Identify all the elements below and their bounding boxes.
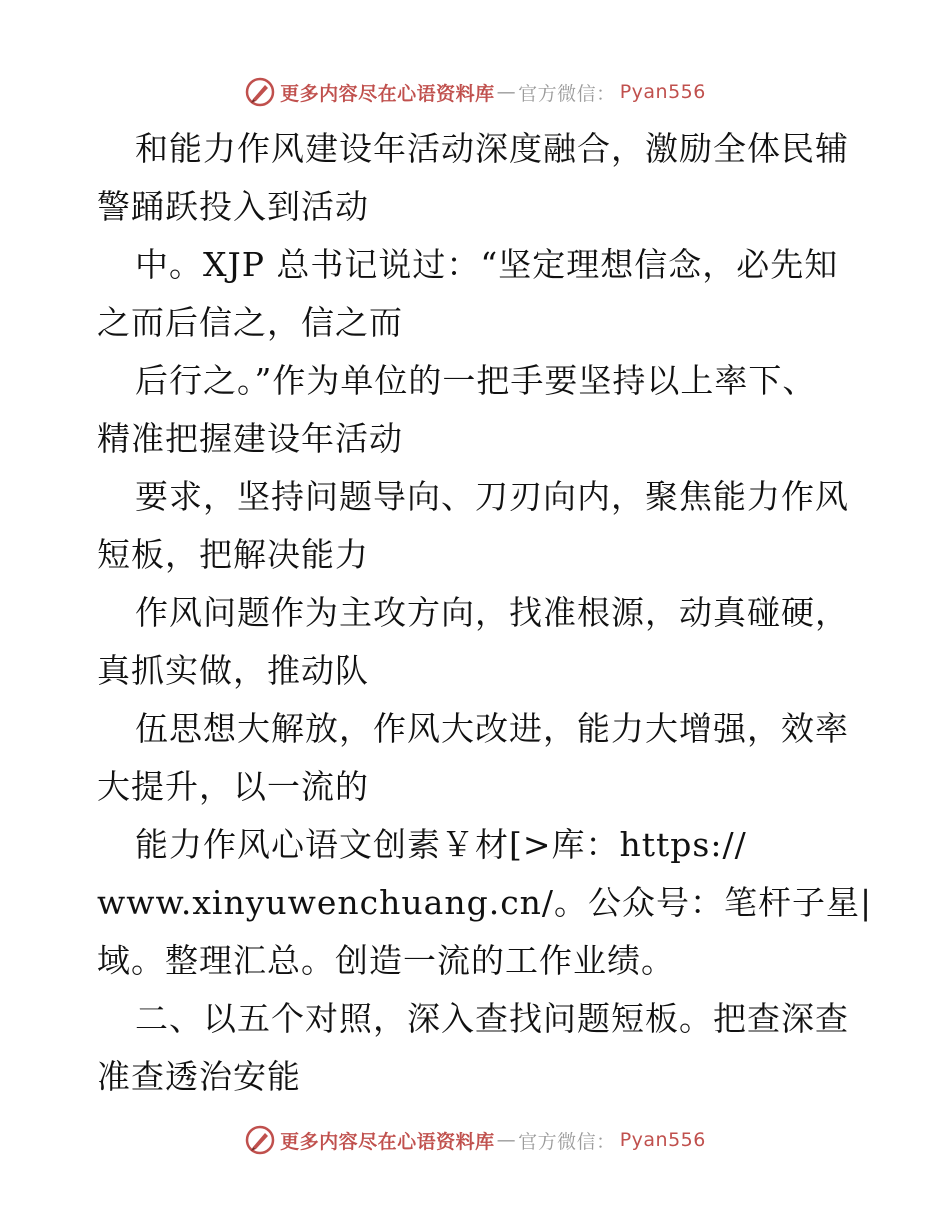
text-line: 作风问题作为主攻方向，找准根源，动真碰硬， — [135, 593, 849, 632]
banner-title: 更多内容尽在心语资料库 — [280, 82, 495, 105]
text-line: 之而后信之，信之而 — [97, 303, 403, 342]
text-line: www.xinyuwenchuang.cn/。公众号：笔杆子星| — [97, 883, 873, 922]
pen-logo-icon — [244, 1124, 276, 1156]
wechat-label: 官方微信： — [518, 1130, 616, 1153]
wechat-id: Pyan556 — [619, 81, 706, 103]
banner-title: 更多内容尽在心语资料库 — [280, 1130, 495, 1153]
text-line: 中。XJP 总书记说过：“坚定理想信念，必先知 — [135, 245, 839, 284]
text-line: 二、以五个对照，深入查找问题短板。把查深查 — [135, 999, 849, 1038]
text-line: 域。整理汇总。创造一流的工作业绩。 — [97, 941, 675, 980]
document-body — [97, 120, 873, 1106]
text-line: 短板，把解决能力 — [97, 535, 369, 574]
wechat-label: 官方微信： — [518, 82, 616, 105]
text-line: 真抓实做，推动队 — [97, 651, 369, 690]
text-line: 精准把握建设年活动 — [97, 419, 403, 458]
text-line: 后行之。”作为单位的一把手要坚持以上率下、 — [135, 361, 817, 400]
header-banner — [0, 72, 950, 112]
text-line: 要求，坚持问题导向、刀刃向内，聚焦能力作风 — [135, 477, 849, 516]
text-line: 大提升，以一流的 — [97, 767, 369, 806]
banner-separator: — — [496, 1129, 517, 1151]
text-line: 和能力作风建设年活动深度融合，激励全体民辅 — [135, 129, 849, 168]
text-line: 准查透治安能 — [97, 1057, 301, 1096]
pen-logo-icon — [244, 76, 276, 108]
text-line: 伍思想大解放，作风大改进，能力大增强，效率 — [135, 709, 849, 748]
text-line: 能力作风心语文创素￥材[>库：https:// — [135, 825, 747, 864]
text-line: 警踊跃投入到活动 — [97, 187, 369, 226]
banner-separator: — — [496, 81, 517, 103]
wechat-id: Pyan556 — [619, 1129, 706, 1151]
footer-banner — [0, 1120, 950, 1160]
